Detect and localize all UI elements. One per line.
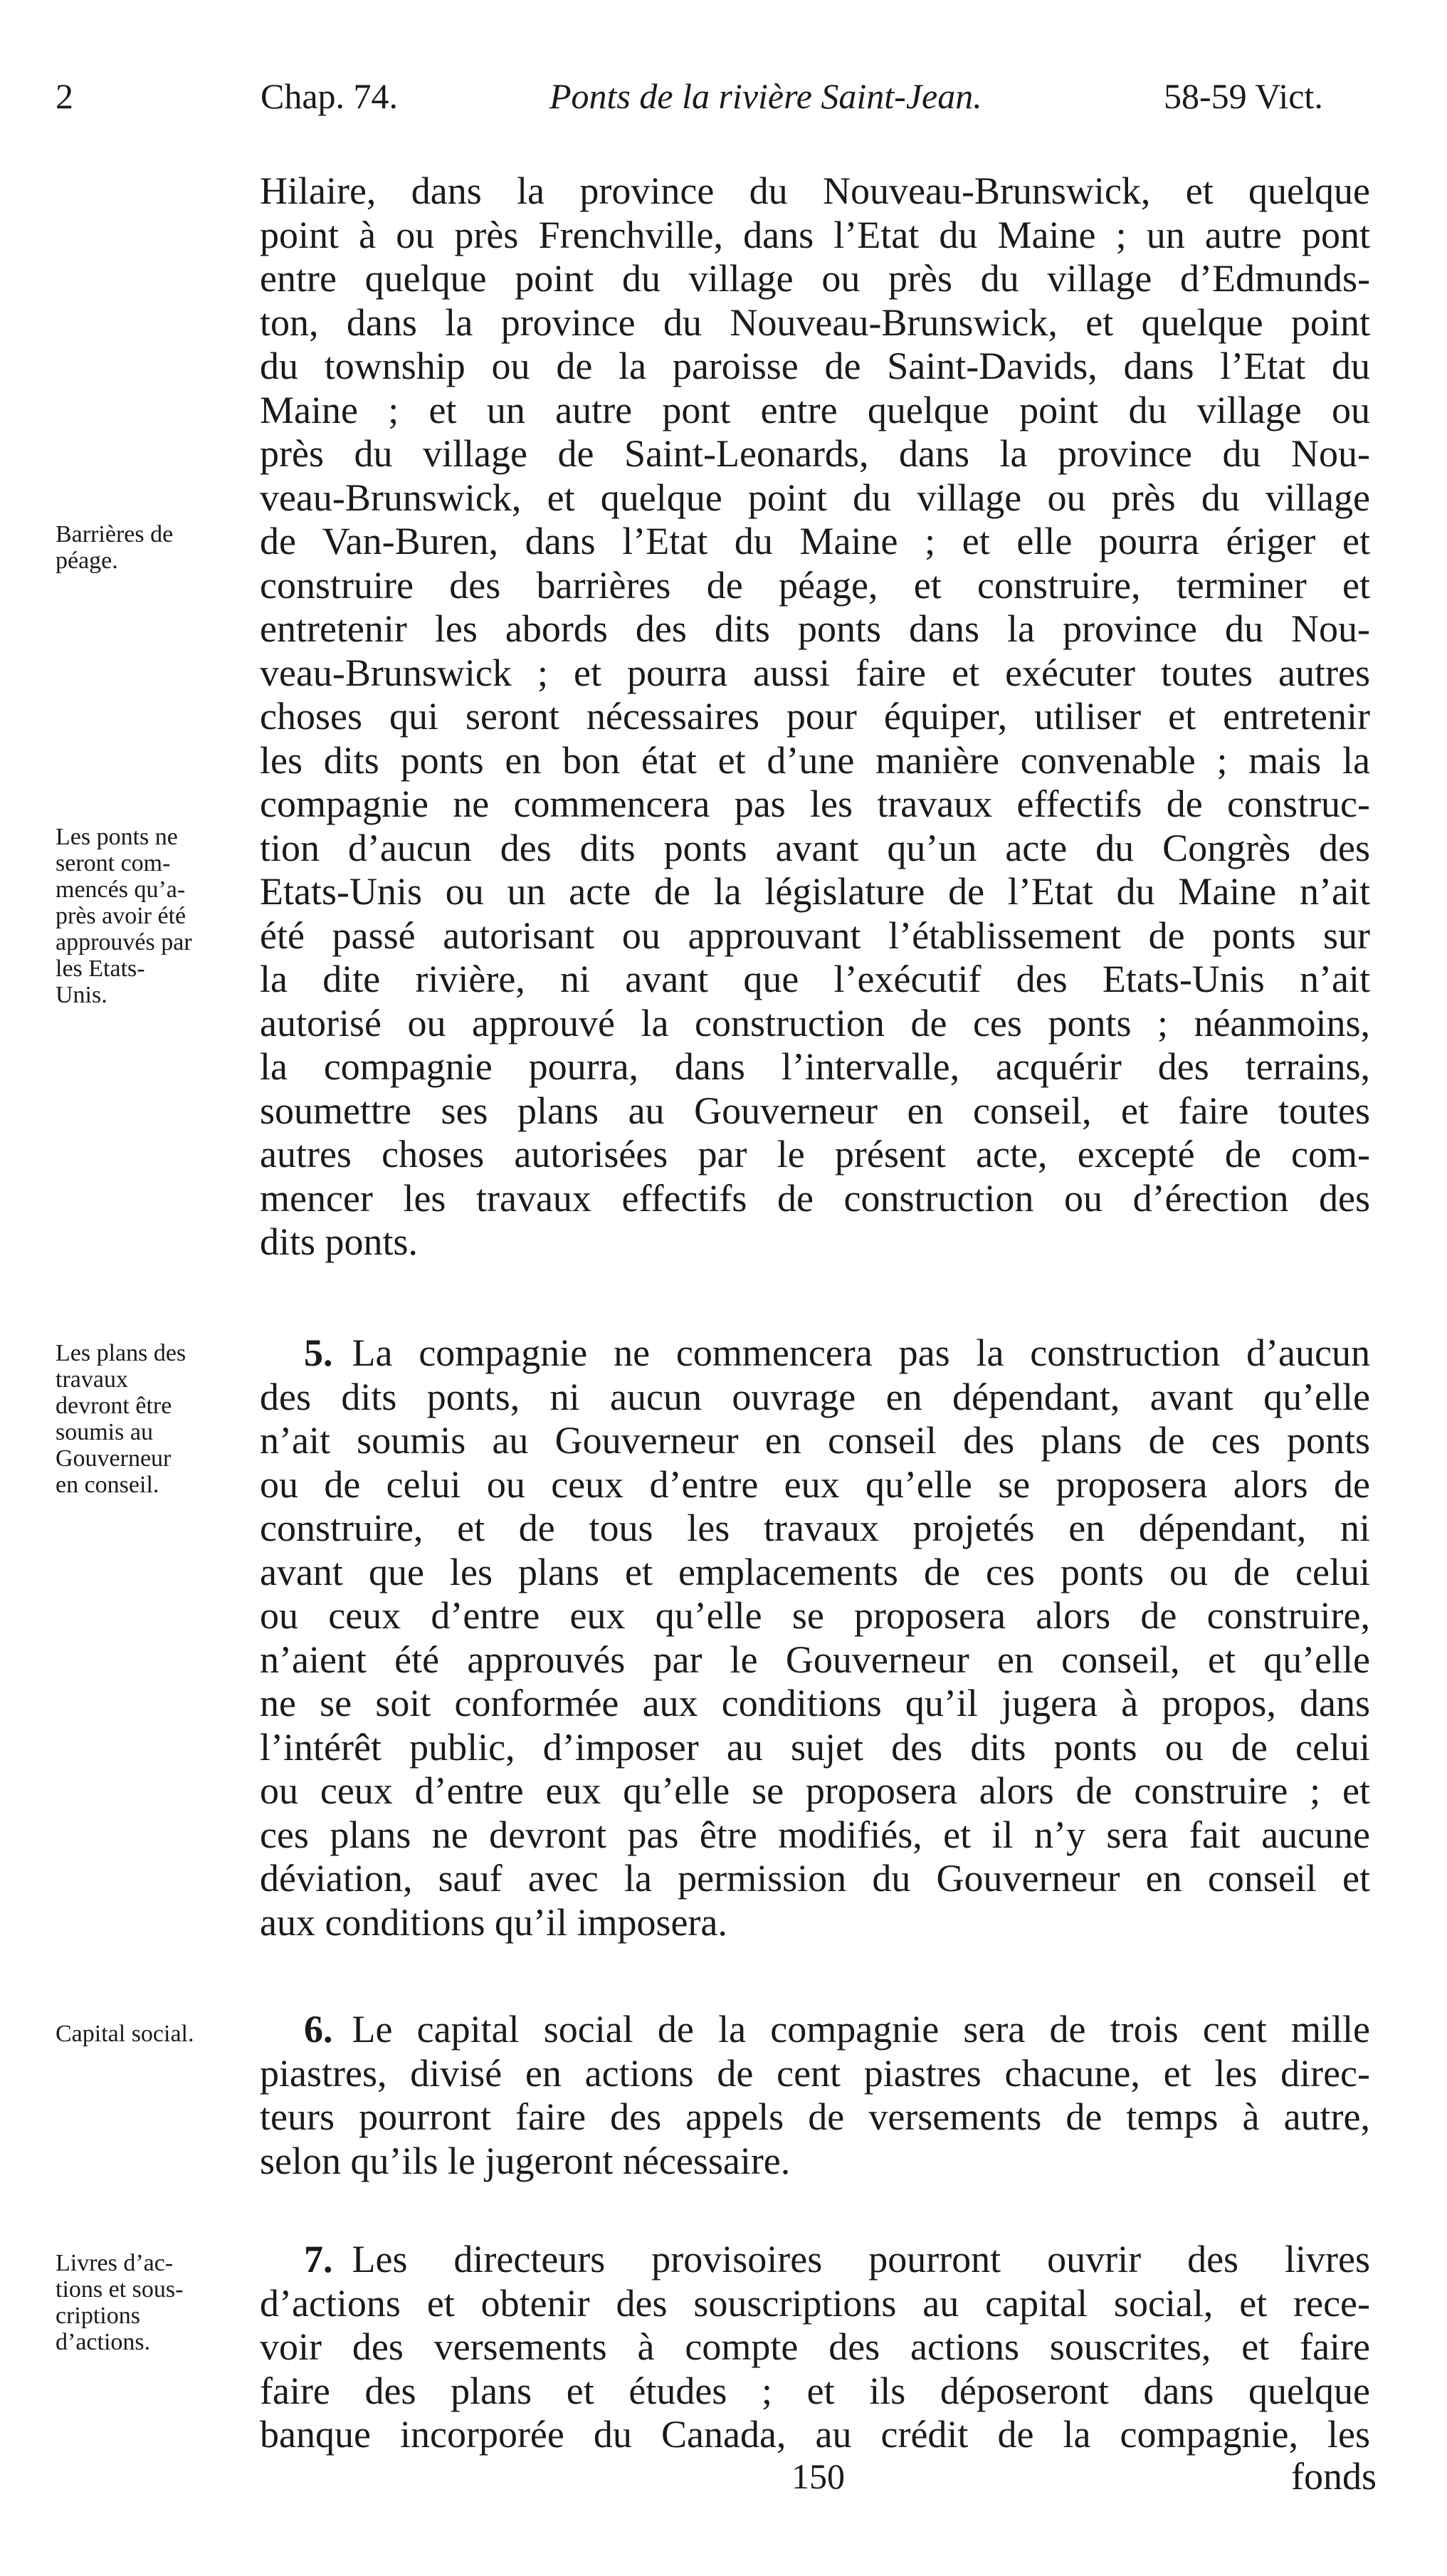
margin-note-line: mencés qu’a- xyxy=(56,876,186,903)
margin-note-plans xyxy=(56,1340,249,1498)
margin-note-line: Unis. xyxy=(56,982,107,1008)
text-line: faire des plans et études ; et ils déposeront dans quelque xyxy=(260,2369,1370,2412)
margin-note-line: Barrières de xyxy=(56,521,174,548)
text-line: veau-Brunswick ; et pourra aussi faire et exécuter toutes autres xyxy=(260,651,1370,694)
text-line: ou de celui ou ceux d’entre eux qu’elle se proposera alors de xyxy=(260,1462,1370,1506)
text-line: avant que les plans et emplacements de ces ponts ou de celui xyxy=(260,1550,1370,1593)
text-line: les dits ponts en bon état et d’une manière convenable ; mais la xyxy=(260,738,1370,782)
running-title: Ponts de la rivière Saint-Jean. xyxy=(549,76,982,116)
text-line: dits ponts. xyxy=(260,1220,419,1263)
margin-note-line: les Etats- xyxy=(56,955,145,982)
text-line: ton, dans la province du Nouveau-Brunswick, et quelque point xyxy=(260,300,1370,344)
margin-note-line: d’actions. xyxy=(56,2329,151,2355)
text-line: voir des versements à compte des actions souscrites, et faire xyxy=(260,2325,1370,2368)
text-line: ou ceux d’entre eux qu’elle se proposera alors de construire ; et xyxy=(260,1769,1370,1812)
text-line: construire, et de tous les travaux projetés en dépendant, ni xyxy=(260,1507,1370,1549)
margin-note-share-books xyxy=(56,2250,249,2355)
chapter-label: Chap. 74. xyxy=(261,76,399,116)
text-line: Maine ; et un autre pont entre quelque point du village ou xyxy=(260,388,1370,431)
text-line: construire des barrières de péage, et construire, terminer et xyxy=(260,563,1370,607)
text-span: Les directeurs provisoires pourront ouvrir des livres xyxy=(352,2238,1370,2281)
margin-note-line: tions et sous- xyxy=(56,2276,184,2303)
margin-note-line: soumis au xyxy=(56,1419,153,1445)
text-line: compagnie ne commencera pas les travaux effectifs de construc- xyxy=(260,782,1370,825)
text-line: d’actions et obtenir des souscriptions au capital social, et rece- xyxy=(260,2281,1370,2325)
text-line: mencer les travaux effectifs de construction ou d’érection des xyxy=(260,1176,1370,1220)
margin-note-line: Gouverneur xyxy=(56,1445,172,1472)
catchword: fonds xyxy=(1291,2455,1377,2498)
section-number: 7. xyxy=(304,2238,333,2281)
margin-note-line: Les plans des xyxy=(56,1340,186,1366)
section-number: 5. xyxy=(304,1331,333,1374)
text-line: l’intérêt public, d’imposer au sujet des dits ponts ou de celui xyxy=(260,1725,1370,1769)
text-line: autres choses autorisées par le présent acte, excepté de com- xyxy=(260,1133,1370,1176)
margin-note-tolls xyxy=(56,521,249,574)
text-line: ou ceux d’entre eux qu’elle se proposera alors de construire, xyxy=(260,1594,1370,1637)
margin-note-line: travaux xyxy=(56,1366,128,1393)
text-line xyxy=(260,1331,1370,1376)
text-line: près du village de Saint-Leonards, dans la province du Nou- xyxy=(260,432,1370,475)
text-line: tion d’aucun des dits ponts avant qu’un acte du Congrès des xyxy=(260,826,1370,869)
text-line: piastres, divisé en actions de cent piastres chacune, et les direc- xyxy=(260,2051,1370,2095)
text-line: de Van-Buren, dans l’Etat du Maine ; et elle pourra ériger et xyxy=(260,520,1370,562)
text-line xyxy=(260,2008,1370,2052)
page-number: 2 xyxy=(56,76,73,116)
text-line: teurs pourront faire des appels de versements de temps à autre, xyxy=(260,2095,1370,2138)
text-line: Hilaire, dans la province du Nouveau-Brunswick, et quelque xyxy=(260,169,1370,212)
text-line: la dite rivière, ni avant que l’exécutif des Etats-Unis n’ait xyxy=(260,958,1370,1000)
text-line: aux conditions qu’il imposera. xyxy=(260,1900,727,1944)
regnal-year: 58-59 Vict. xyxy=(1164,76,1323,116)
margin-note-line: en conseil. xyxy=(56,1472,159,1498)
text-line: des dits ponts, ni aucun ouvrage en dépendant, avant qu’elle xyxy=(260,1375,1370,1418)
paragraph-continuation xyxy=(260,169,1370,1265)
text-line: veau-Brunswick, et quelque point du village ou près du village xyxy=(260,476,1370,519)
text-line: entre quelque point du village ou près du village d’Edmunds- xyxy=(260,257,1370,300)
text-line: du township ou de la paroisse de Saint-Davids, dans l’Etat du xyxy=(260,345,1370,387)
text-line: banque incorporée du Canada, au crédit de la compagnie, les xyxy=(260,2413,1370,2456)
text-line: selon qu’ils le jugeront nécessaire. xyxy=(260,2139,791,2182)
text-span: La compagnie ne commencera pas la construction d’aucun xyxy=(352,1331,1370,1374)
section-number: 6. xyxy=(304,2008,333,2051)
text-line: soumettre ses plans au Gouverneur en conseil, et faire toutes xyxy=(260,1089,1370,1132)
text-line: ne se soit conformée aux conditions qu’il jugera à propos, dans xyxy=(260,1682,1370,1724)
margin-note-line: Les ponts ne xyxy=(56,824,178,850)
text-span: Le capital social de la compagnie sera de trois cent mille xyxy=(352,2008,1370,2051)
text-line xyxy=(260,2238,1370,2282)
margin-note-us-approval xyxy=(56,824,249,1008)
text-line: n’aient été approuvés par le Gouverneur en conseil, et qu’elle xyxy=(260,1638,1370,1681)
text-line: autorisé ou approuvé la construction de ces ponts ; néanmoins, xyxy=(260,1001,1370,1044)
folio-number: 150 xyxy=(791,2456,845,2496)
text-line: ces plans ne devront pas être modifiés, et il n’y sera fait aucune xyxy=(260,1813,1370,1856)
margin-note-line: près avoir été xyxy=(56,903,186,929)
text-line: déviation, sauf avec la permission du Gouverneur en conseil et xyxy=(260,1857,1370,1900)
margin-note-line: péage. xyxy=(56,548,118,574)
section-5-paragraph xyxy=(260,1331,1370,1944)
text-line: n’ait soumis au Gouverneur en conseil des plans de ces ponts xyxy=(260,1419,1370,1462)
section-7-paragraph xyxy=(260,2238,1370,2457)
text-line: entretenir les abords des dits ponts dans la province du Nou- xyxy=(260,607,1370,650)
text-line: choses qui seront nécessaires pour équiper, utiliser et entretenir xyxy=(260,695,1370,738)
margin-note-line: criptions xyxy=(56,2303,140,2329)
section-6-paragraph xyxy=(260,2008,1370,2183)
text-line: été passé autorisant ou approuvant l’établissement de ponts sur xyxy=(260,913,1370,957)
margin-note-line: seront com- xyxy=(56,850,171,876)
margin-note-line: devront être xyxy=(56,1393,172,1419)
text-line: la compagnie pourra, dans l’intervalle, acquérir des terrains, xyxy=(260,1045,1370,1088)
margin-note-line: Capital social. xyxy=(56,2021,194,2047)
text-line: Etats-Unis ou un acte de la législature de l’Etat du Maine n’ait xyxy=(260,870,1370,913)
margin-note-capital xyxy=(56,2021,249,2047)
text-line: point à ou près Frenchville, dans l’Etat du Maine ; un autre pont xyxy=(260,213,1370,256)
margin-note-line: Livres d’ac- xyxy=(56,2250,174,2276)
margin-note-line: approuvés par xyxy=(56,929,192,955)
